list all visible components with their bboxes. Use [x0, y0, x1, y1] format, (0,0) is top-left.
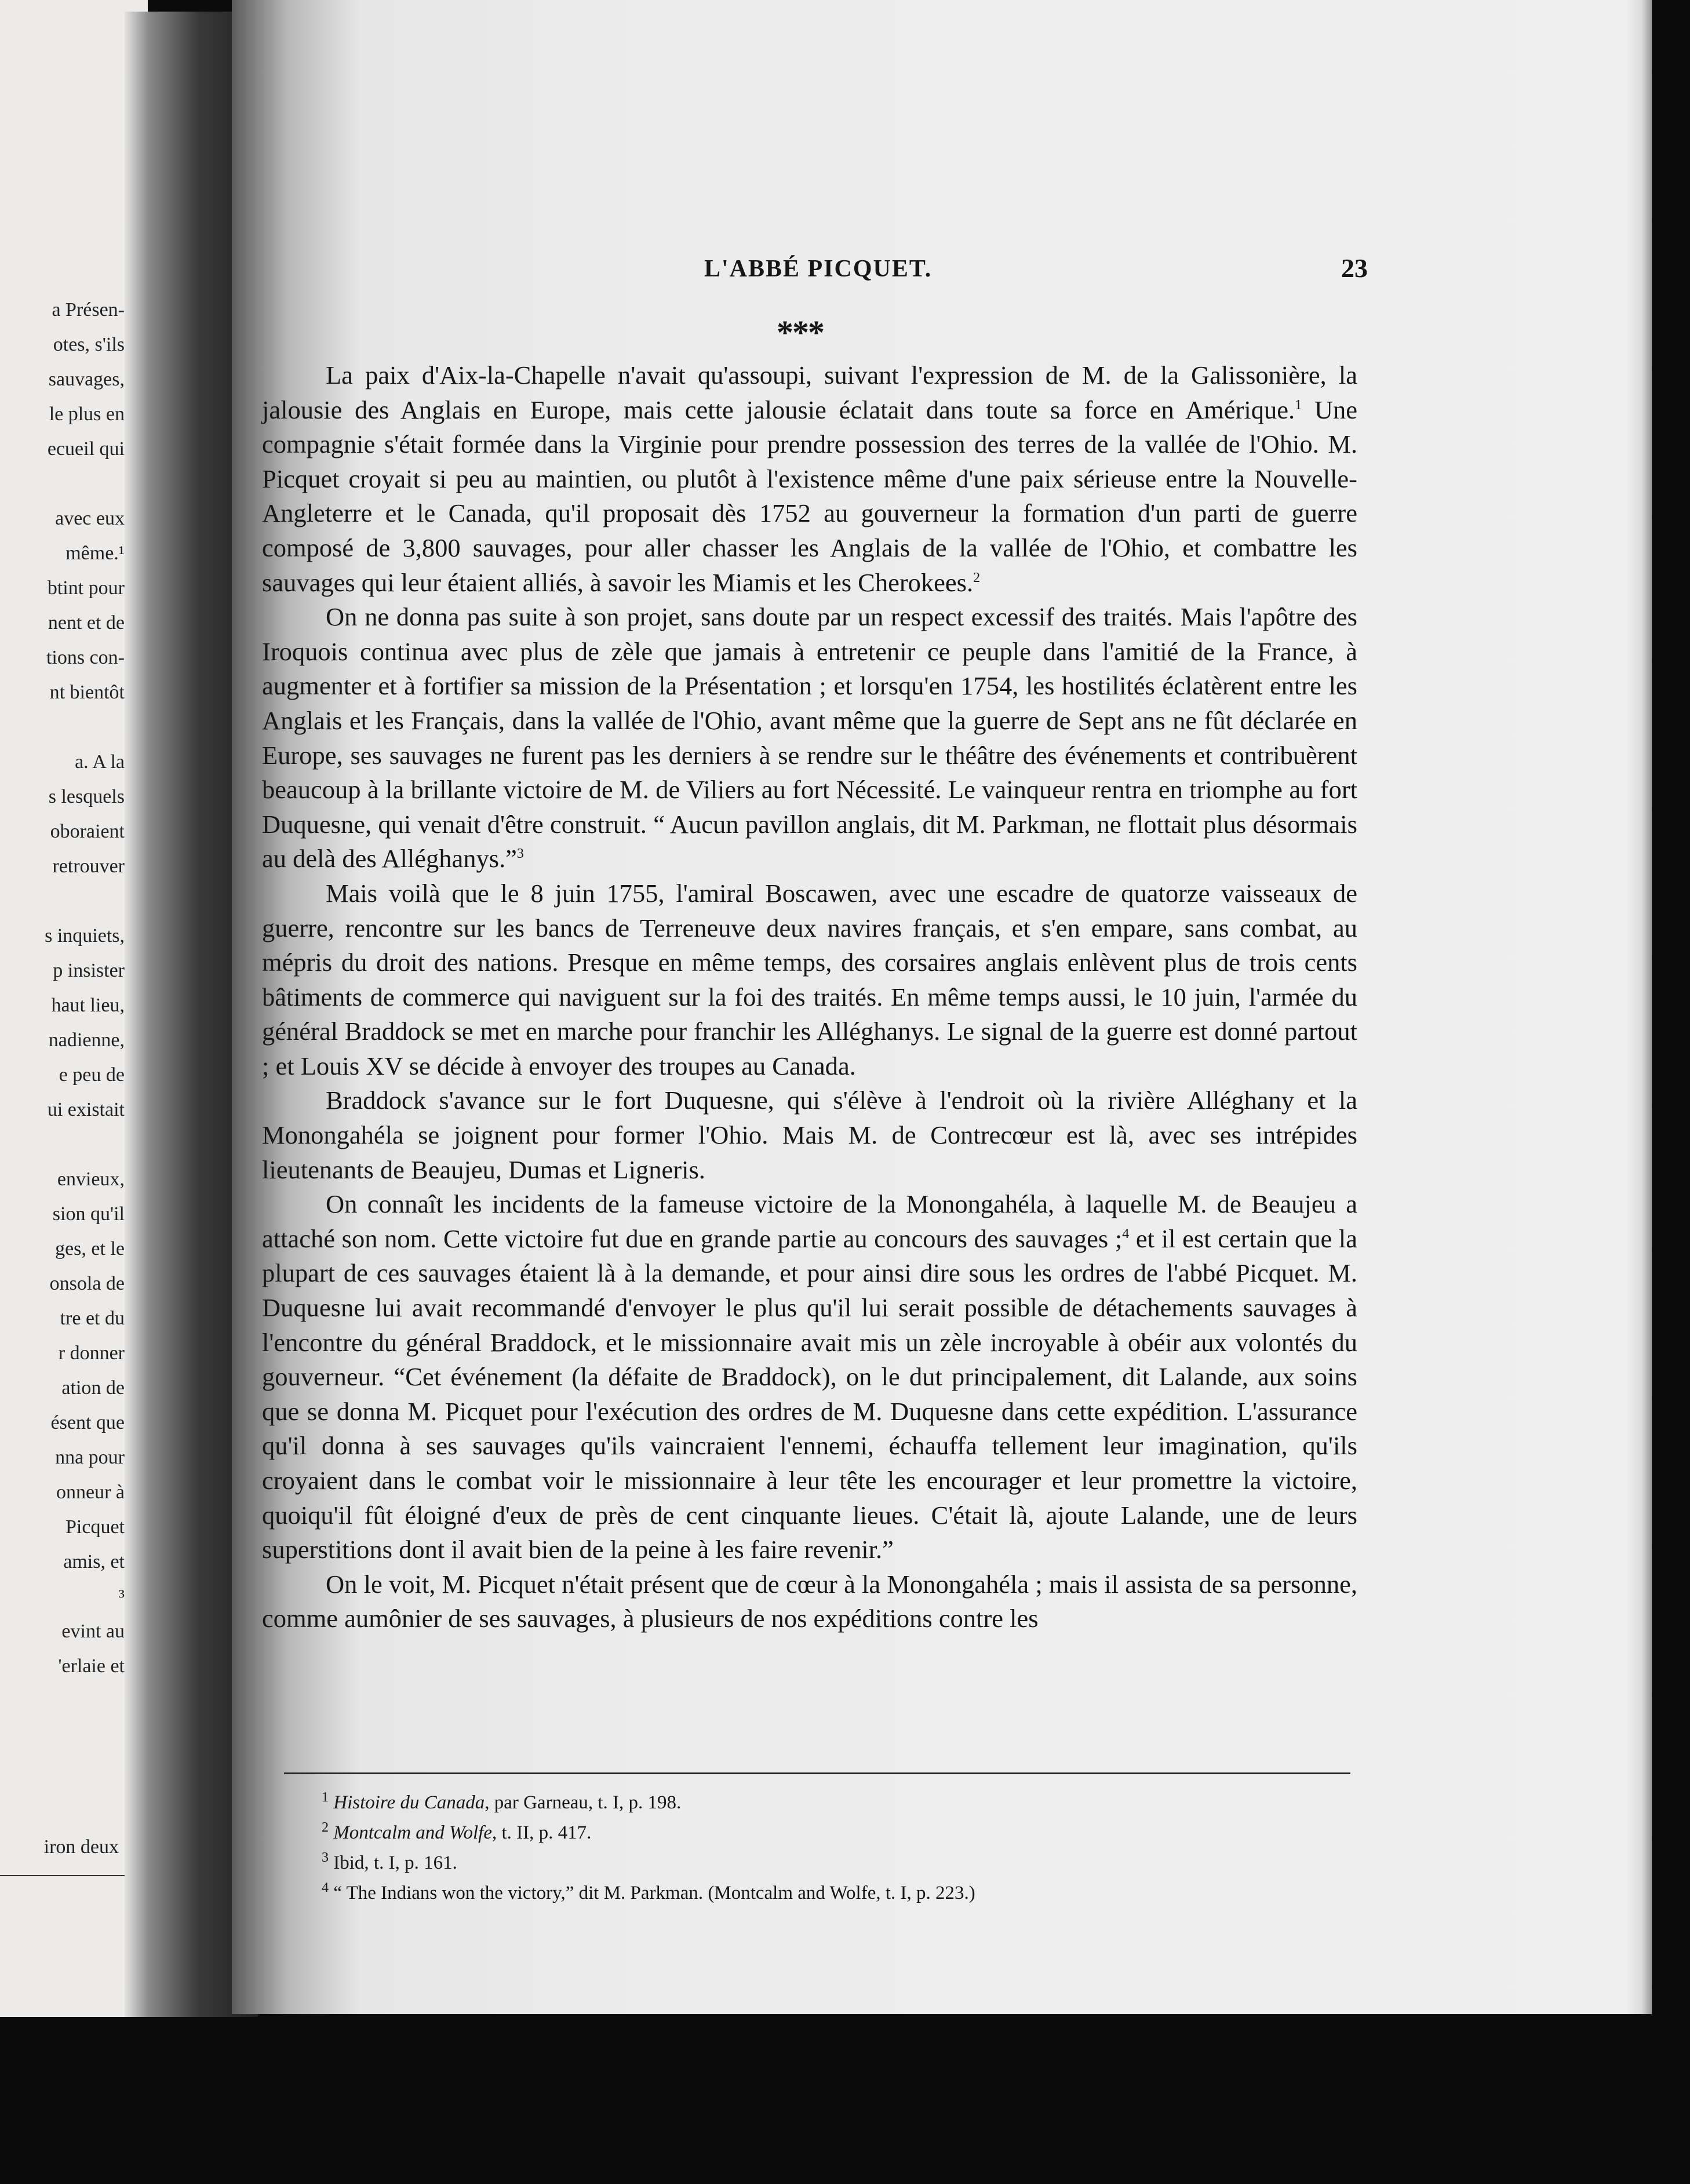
left-page-line: oboraient	[50, 821, 125, 842]
left-page-line: nadienne,	[48, 1029, 125, 1051]
footnote-number: 2	[322, 1820, 329, 1835]
left-page-line: btint pour	[47, 577, 125, 599]
body-paragraph: On ne donna pas suite à son projet, sans doute par un respect excessif des traités. Mais l'apôtre des Iroquois continua avec plus de zèle que jamais à entretenir ce peuple dans l'amitié de la France, à augmenter et à fortifier sa mission de la Présentation ; et lorsqu'en 1754, les hostilités éclatèrent entre les Anglais et les Français, dans la vallée de l'Ohio, avant même que la guerre de Sept ans ne fût déclarée en Europe, ses sauvages ne furent pas les derniers à se rendre sur le théâtre des événements et contribuèrent beaucoup à la brillante victoire de M. de Viliers au fort Nécessité. Le vainqueur rentra en triomphe au fort Duquesne, qui venait d'être construit. “ Aucun pavillon anglais, dit M. Parkman, ne flottait plus désormais au delà des Alléghanys.”$^3$	[262, 602, 1357, 873]
left-page-line: ecueil qui	[47, 438, 125, 460]
body-paragraph: On le voit, M. Picquet n'était présent que de cœur à la Monongahéla ; mais il assista de sa personne, comme aumônier de ses sauvages, à plusieurs de nos expéditions contre les	[262, 1569, 1357, 1633]
left-page-line: haut lieu,	[51, 995, 125, 1016]
body-paragraph: Braddock s'avance sur le fort Duquesne, qui s'élève à l'endroit où la rivière Alléghany et la Monongahéla se joignent pour former l'Ohio. Mais M. de Contrecœur est là, avec ses intrépides lieutenants de Beaujeu, Dumas et Ligneris.	[262, 1086, 1357, 1184]
left-page-line: a. A la	[75, 751, 125, 773]
left-page-line: avec eux	[55, 508, 125, 529]
left-page-line: Picquet	[65, 1516, 125, 1538]
left-page-line: nent et de	[48, 612, 125, 634]
section-ornament: ***	[777, 314, 824, 351]
left-page-line: nna pour	[55, 1447, 125, 1468]
body-paragraph: La paix d'Aix-la-Chapelle n'avait qu'assoupi, suivant l'expression de M. de la Galissonière, la jalousie des Anglais en Europe, mais cette jalousie éclatait dans toute sa force en Amérique.$^1$ Une compagnie s'était formée dans la Virginie pour prendre possession des terres de la vallée de l'Ohio. M. Picquet croyait si peu au maintien, ou plutôt à l'existence même d'une paix sérieuse entre la Nouvelle-Angleterre et le Canada, qu'il proposait dès 1752 au gouverneur la formation d'un parti de guerre composé de 3,800 sauvages, pour aller chasser les Anglais de la vallée de l'Ohio, et combattre les sauvages qui leur étaient alliés, à savoir les Miamis et les Cherokees.$^2$	[262, 361, 1357, 597]
body-text	[262, 358, 1357, 1636]
left-page-line: ³	[118, 1586, 125, 1607]
left-page-line: ui existait	[47, 1099, 125, 1120]
running-title: L'ABBÉ PICQUET.	[704, 256, 933, 282]
footnote-marker: 3	[516, 846, 524, 862]
footnote: $^4$ “ The Indians won the victory,” dit M. Parkman. (Montcalm and Wolfe, t. I, p. 223.)	[322, 1880, 975, 1903]
footnote: $^3$ Ibid, t. I, p. 161.	[322, 1850, 457, 1873]
footnote-number: 1	[322, 1790, 329, 1805]
left-page-line: tions con-	[46, 647, 125, 668]
left-page-footnote: iron deux	[43, 1836, 119, 1858]
page-edge	[1626, 0, 1652, 2014]
left-page-line: p insister	[53, 960, 125, 981]
left-page-line: nt bientôt	[49, 682, 125, 703]
left-page-line: le plus en	[49, 403, 125, 425]
left-page-line	[0, 884, 125, 919]
left-page-line: ésent que	[50, 1412, 125, 1433]
left-page-line: tre et du	[60, 1308, 125, 1329]
left-page-line: a Présen-	[52, 299, 125, 321]
footnote-number: 4	[322, 1880, 329, 1895]
left-page-line: otes, s'ils	[53, 334, 125, 355]
footnote-number: 3	[322, 1850, 329, 1865]
left-page-line: amis, et	[63, 1551, 125, 1573]
left-page-line	[0, 467, 125, 501]
left-page-line: onsola de	[49, 1273, 125, 1294]
left-page-line	[0, 1127, 125, 1162]
body-paragraph: Mais voilà que le 8 juin 1755, l'amiral Boscawen, avec une escadre de quatorze vaisseaux de guerre, rencontre sur les bancs de Terreneuve deux navires français, et s'en empare, sans combat, au mépris du droit des nations. Presque en même temps, des corsaires anglais enlèvent plus de trois cents bâtiments de commerce qui naviguent sur la foi des traités. En même temps aussi, le 10 juin, l'armée du général Braddock se met en marche pour franchir les Alléghanys. Le signal de la guerre est donné partout ; et Louis XV se décide à envoyer des troupes au Canada.	[262, 878, 1357, 1080]
footnote-marker: 1	[1295, 397, 1302, 413]
left-page-line: ation de	[61, 1377, 125, 1399]
left-page-line: même.¹	[65, 543, 125, 564]
left-page-line: r donner	[58, 1342, 125, 1364]
page-header	[704, 255, 1368, 290]
footnote-marker: 4	[1122, 1226, 1130, 1242]
left-page-line: sion qu'il	[52, 1203, 125, 1225]
footnote-title: Montcalm and Wolfe	[333, 1822, 492, 1843]
left-page-line: e peu de	[59, 1064, 125, 1086]
left-page-line: ges, et le	[55, 1238, 125, 1260]
footnote-title: Histoire du Canada	[333, 1792, 485, 1813]
footnote-marker: 2	[973, 570, 981, 585]
left-page-line: s inquiets,	[45, 925, 125, 947]
footnote: $^1$ Histoire du Canada, par Garneau, t. I, p. 198.	[322, 1790, 682, 1813]
left-page-line: 'erlaie et	[58, 1655, 125, 1677]
footnote-rule	[284, 1772, 1350, 1774]
left-page-line: s lesquels	[48, 786, 125, 807]
page-number: 23	[1341, 253, 1368, 283]
left-page-line: sauvages,	[48, 369, 125, 390]
footnote: $^2$ Montcalm and Wolfe, t. II, p. 417.	[322, 1820, 592, 1843]
left-page-line: onneur à	[56, 1482, 125, 1503]
body-paragraph: On connaît les incidents de la fameuse victoire de la Monongahéla, à laquelle M. de Beaujeu a attaché son nom. Cette victoire fut due en grande partie au concours des sauvages ;$^4$ et il est certain que la plupart de ces sauvages étaient là à la demande, et pour ainsi dire sous les ordres de l'abbé Picquet. M. Duquesne lui avait recommandé d'envoyer le plus qu'il lui serait possible de détachements sauvages à l'encontre du général Braddock, et le missionnaire avait mis un zèle incroyable à obéir aux volontés du gouverneur. “Cet événement (la défaite de Braddock), on le dut principalement, dit Lalande, aux soins que se donna M. Picquet pour l'exécution des ordres de M. Duquesne dans cette expédition. L'assurance qu'il donna à ses sauvages qu'ils vaincraient l'ennemi, échauffa tellement leur imagination, qu'ils croyaient dans le combat voir le missionnaire à leur tête les encourager et leur promettre la victoire, quoiqu'il fût éloigné d'eux de près de cent cinquante lieues. C'était là, ajoute Lalande, une de leurs superstitions dont il avait bien de la peine à les faire revenir.”	[262, 1189, 1357, 1564]
left-page-line: retrouver	[52, 856, 125, 877]
scan-border	[1652, 0, 1690, 2184]
left-page-line: evint au	[61, 1621, 125, 1642]
left-page-line	[0, 710, 125, 745]
left-page-line: envieux,	[57, 1169, 125, 1190]
footnotes	[322, 1788, 1365, 1908]
left-footnote-rule	[0, 1875, 125, 1876]
left-page-text	[0, 293, 125, 1684]
